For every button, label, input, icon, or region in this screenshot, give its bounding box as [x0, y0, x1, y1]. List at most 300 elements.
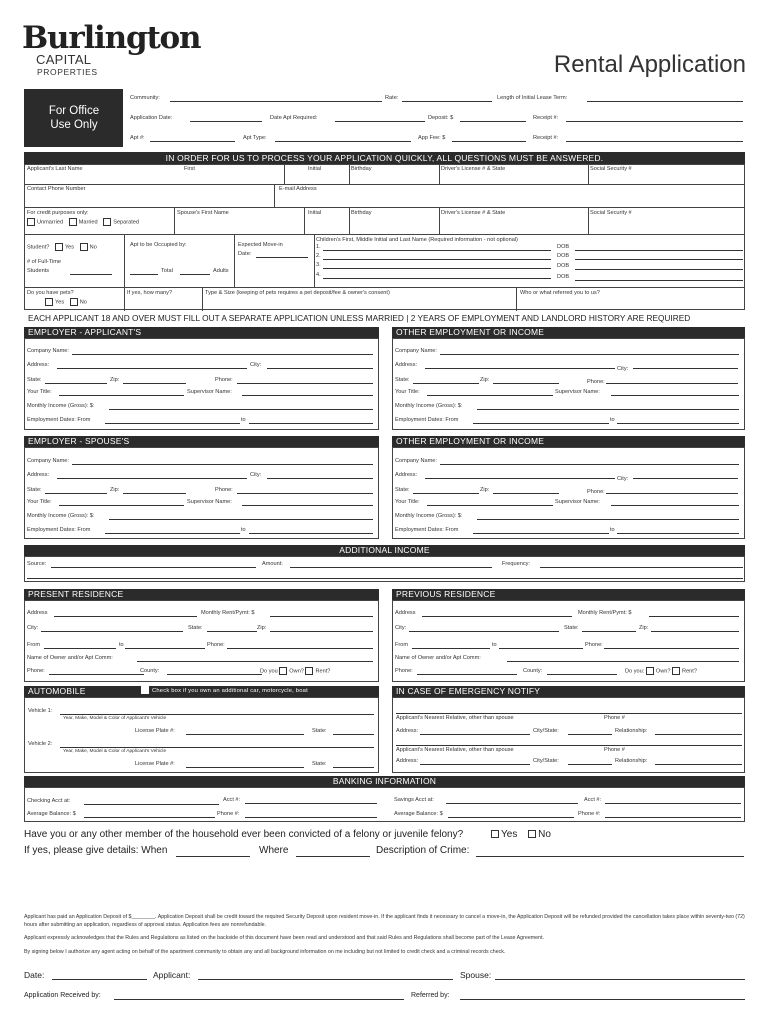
- pres-phone-label: Phone:: [207, 642, 225, 648]
- sp-city-label: City:: [250, 472, 262, 478]
- relative1-relationship-field[interactable]: [655, 734, 742, 735]
- fulltime-label: # of Full-Time: [27, 259, 61, 265]
- banking-header: BANKING INFORMATION: [24, 776, 745, 787]
- child3-field[interactable]: [323, 268, 551, 269]
- oth2-address-label: Address:: [395, 472, 418, 478]
- vehicle1-label: Vehicle 1:: [28, 708, 53, 714]
- relative2-city-label: City/State:: [533, 758, 559, 764]
- relative2-relationship-field[interactable]: [655, 764, 742, 765]
- received-by-field[interactable]: [114, 999, 404, 1000]
- separated-checkbox[interactable]: [103, 218, 111, 226]
- prev-state-field[interactable]: [582, 631, 636, 632]
- felony-desc-field[interactable]: [476, 856, 744, 857]
- felony-question: Have you or any other member of the household ever been convicted of a felony or juvenile felony?: [24, 829, 464, 840]
- oth2-city-field[interactable]: [633, 478, 738, 479]
- prev-phone2-field[interactable]: [417, 674, 517, 675]
- oth1-company-field[interactable]: [440, 354, 739, 355]
- savings-phone-field[interactable]: [605, 817, 741, 818]
- child1-dob-field[interactable]: [575, 250, 743, 251]
- phone-label: Contact Phone Number: [27, 186, 86, 192]
- spouse-birthday-label: Birthday: [351, 210, 372, 216]
- credit-label: For credit purposes only:: [27, 210, 89, 216]
- child1-dob: DOB: [557, 244, 570, 250]
- oth1-income-field[interactable]: [477, 409, 739, 410]
- oth1-phone-field[interactable]: [606, 383, 738, 384]
- prev-rent-checkbox[interactable]: [672, 667, 680, 675]
- relative1-address-label: Address:: [396, 728, 419, 734]
- students-label: Students: [27, 268, 50, 274]
- pres-do-you-label: Do you: [260, 668, 278, 675]
- sp-income-field[interactable]: [109, 519, 373, 520]
- pres-state-label: State:: [188, 625, 203, 631]
- prev-owner-label: Name of Owner and/or Apt Comm:: [395, 655, 481, 661]
- relative1-address-field[interactable]: [420, 734, 530, 735]
- pres-from-field[interactable]: [44, 648, 116, 649]
- oth2-title-label: Your Title:: [395, 499, 420, 505]
- prev-state-label: State:: [564, 625, 579, 631]
- app-address-field[interactable]: [57, 368, 247, 369]
- sp-city-field[interactable]: [267, 478, 373, 479]
- how-many-label: If yes, how many?: [127, 290, 173, 296]
- move-in-field[interactable]: [256, 257, 308, 258]
- app-title-label: Your Title:: [27, 389, 52, 395]
- apt-type-label: Apt Type:: [243, 135, 267, 141]
- felony-where-field[interactable]: [296, 856, 370, 857]
- unmarried-checkbox[interactable]: [27, 218, 35, 226]
- oth1-supervisor-label: Supervisor Name:: [555, 389, 600, 395]
- initial-label: Initial: [308, 166, 322, 172]
- referred-label: Who or what referred you to us?: [520, 290, 600, 296]
- pets-no-checkbox[interactable]: [70, 298, 78, 306]
- app-zip-label: Zip:: [110, 377, 120, 383]
- child3-dob: DOB: [557, 263, 570, 269]
- relative2-field[interactable]: [396, 745, 742, 746]
- state2-field[interactable]: [333, 767, 374, 768]
- additional-income-header: ADDITIONAL INCOME: [24, 545, 745, 556]
- adults-label: Adults: [213, 268, 229, 274]
- other-emp-header-2: OTHER EMPLOYMENT OR INCOME: [392, 436, 745, 447]
- oth1-phone-label: Phone:: [587, 379, 605, 385]
- community-label: Community:: [130, 95, 160, 101]
- checking-acct-label: Acct #:: [223, 797, 241, 803]
- receipt1-label: Receipt #:: [533, 115, 559, 121]
- pres-address-field[interactable]: [54, 616, 197, 617]
- relative2-address-label: Address:: [396, 758, 419, 764]
- checking-label: Checking Acct at:: [27, 798, 71, 804]
- pres-address-label: Address: [27, 610, 48, 616]
- sign-date-field[interactable]: [52, 979, 147, 980]
- move-in-label: Expected Move-in: [238, 242, 283, 248]
- pres-county-label: County:: [140, 668, 160, 674]
- sp-title-label: Your Title:: [27, 499, 52, 505]
- vehicle1-field[interactable]: [60, 714, 374, 715]
- prev-own-label: Own?: [655, 668, 671, 675]
- oth1-title-field[interactable]: [427, 395, 553, 396]
- app-to-field[interactable]: [249, 423, 373, 424]
- app-zip-field[interactable]: [123, 383, 186, 384]
- prev-county-field[interactable]: [547, 674, 617, 675]
- page-title: Rental Application: [553, 51, 746, 78]
- last-name-label: Applicant's Last Name: [27, 166, 83, 172]
- prev-phone-field[interactable]: [604, 648, 739, 649]
- previous-residence-header: PREVIOUS RESIDENCE: [392, 589, 745, 600]
- oth1-address-label: Address:: [395, 362, 418, 368]
- felony-when-field[interactable]: [176, 856, 250, 857]
- referred-by-label: Referred by:: [411, 992, 450, 999]
- source-label: Source:: [27, 561, 47, 567]
- sign-applicant-field[interactable]: [198, 979, 453, 980]
- sp-address-field[interactable]: [57, 478, 247, 479]
- emergency-header: IN CASE OF EMERGENCY NOTIFY: [392, 686, 745, 697]
- each-applicant-notice: EACH APPLICANT 18 AND OVER MUST FILL OUT A SEPARATE APPLICATION UNLESS MARRIED | 2 YEARS OF EMPLOYMENT AND LANDLORD HISTORY ARE REQUIRED: [28, 313, 691, 323]
- apt-no-label: Apt #:: [130, 135, 145, 141]
- total-label: Total: [161, 268, 173, 274]
- birthday-label: Birthday: [351, 166, 372, 172]
- sp-income-label: Monthly Income (Gross): $:: [27, 513, 95, 519]
- pres-phone-field[interactable]: [227, 648, 373, 649]
- extra-vehicle-label: Check box if you own an additional car, motorcycle, boat: [152, 688, 308, 694]
- checking-avg-field[interactable]: [84, 817, 215, 818]
- app-to-label: to: [241, 417, 246, 423]
- spouse-ssn-label: Social Security #: [590, 210, 632, 216]
- child4-field[interactable]: [323, 278, 551, 279]
- sp-title-field[interactable]: [59, 505, 184, 506]
- emp-spouse-header: EMPLOYER - SPOUSE'S: [24, 436, 379, 447]
- additional-income-field-2[interactable]: [27, 578, 743, 579]
- relative2-relationship-label: Relationship:: [615, 758, 648, 764]
- app-date-field[interactable]: [190, 121, 262, 122]
- separated-label: Separated: [113, 219, 140, 226]
- oth2-state-label: State:: [395, 487, 410, 493]
- oth1-supervisor-field[interactable]: [611, 395, 739, 396]
- oth1-to-label: to: [610, 417, 615, 423]
- app-fee-field[interactable]: [452, 141, 526, 142]
- student-no-checkbox[interactable]: [80, 243, 88, 251]
- referred-by-field[interactable]: [460, 999, 745, 1000]
- prev-phone2-label: Phone:: [395, 668, 413, 674]
- relative2-phone-label: Phone #: [604, 747, 625, 753]
- prev-phone-label: Phone:: [585, 642, 603, 648]
- automobile-title: AUTOMOBILE: [28, 686, 86, 696]
- student-label: Student?: [27, 244, 50, 251]
- oth2-company-field[interactable]: [440, 464, 739, 465]
- oth1-dates-label: Employment Dates: From: [395, 417, 459, 423]
- prev-owner-field[interactable]: [507, 661, 739, 662]
- extra-vehicle-option[interactable]: [141, 686, 308, 697]
- oth2-to-field[interactable]: [617, 533, 739, 534]
- app-title-field[interactable]: [59, 395, 184, 396]
- app-from-field[interactable]: [105, 423, 240, 424]
- checking-phone-field[interactable]: [245, 817, 377, 818]
- sp-supervisor-field[interactable]: [242, 505, 373, 506]
- extra-vehicle-checkbox[interactable]: [141, 686, 149, 694]
- felony-no-checkbox[interactable]: [528, 830, 536, 838]
- student-yes-checkbox[interactable]: [55, 243, 63, 251]
- apt-type-field[interactable]: [275, 141, 411, 142]
- plate1-label: License Plate #:: [135, 728, 175, 734]
- married-label: Married: [78, 219, 98, 226]
- community-field[interactable]: [170, 101, 382, 102]
- pres-to-field[interactable]: [125, 648, 205, 649]
- child2-dob-field[interactable]: [575, 259, 743, 260]
- vehicle1-hint: Year, Make, Model & Color of Applicant's Vehicle: [63, 716, 167, 721]
- savings-acct-label: Acct #:: [584, 797, 602, 803]
- sign-applicant-label: Applicant:: [153, 970, 191, 980]
- legal-deposit-text: Applicant has paid an Application Deposit of $________. Application Deposit shall be credit toward the required Security Deposit upon resident move-in. If the applicant finds it necessary to cancel a move-in, the Application Deposit will be refunded provided the cancellation takes place within seventy-two (72) hours after submitting an application, regardless of approval status. Application fees are nonrefundable.: [24, 914, 745, 928]
- prev-city-field[interactable]: [409, 631, 559, 632]
- lease-term-field[interactable]: [587, 101, 743, 102]
- savings-avg-field[interactable]: [448, 817, 574, 818]
- logo-properties: PROPERTIES: [37, 67, 98, 77]
- relative1-relationship-label: Relationship:: [615, 728, 648, 734]
- date-apt-req-label: Date Apt Required:: [270, 115, 318, 121]
- dl-label: Driver's License # & State: [441, 166, 506, 172]
- pres-owner-field[interactable]: [137, 661, 373, 662]
- prev-own-rent: [625, 667, 697, 675]
- sp-state-label: State:: [27, 487, 42, 493]
- child1-label: 1.: [316, 244, 321, 250]
- oth2-supervisor-label: Supervisor Name:: [555, 499, 600, 505]
- pres-city-field[interactable]: [41, 631, 183, 632]
- app-phone-field[interactable]: [237, 383, 373, 384]
- prev-own-checkbox[interactable]: [646, 667, 654, 675]
- child2-dob: DOB: [557, 253, 570, 259]
- total-field[interactable]: [130, 274, 158, 275]
- lease-term-label: Length of Initial Lease Term:: [497, 95, 568, 101]
- email-label: E-mail Address: [279, 186, 317, 192]
- apt-no-field[interactable]: [150, 141, 235, 142]
- oth2-from-field[interactable]: [473, 533, 609, 534]
- present-residence-header: PRESENT RESIDENCE: [24, 589, 379, 600]
- felony-yes-checkbox[interactable]: [491, 830, 499, 838]
- oth2-address-field[interactable]: [425, 478, 615, 479]
- relative2-address-field[interactable]: [420, 764, 530, 765]
- sp-phone-field[interactable]: [237, 493, 373, 494]
- sp-from-field[interactable]: [105, 533, 240, 534]
- felony-no-label: No: [538, 829, 551, 840]
- sp-zip-label: Zip:: [110, 487, 120, 493]
- state1-field[interactable]: [333, 734, 374, 735]
- prev-to-label: to: [492, 642, 497, 648]
- oth1-zip-label: Zip:: [480, 377, 490, 383]
- prev-to-field[interactable]: [499, 648, 583, 649]
- oth1-from-field[interactable]: [473, 423, 609, 424]
- sp-supervisor-label: Supervisor Name:: [187, 499, 232, 505]
- prev-do-you-label: Do you:: [625, 668, 645, 675]
- receipt2-field[interactable]: [566, 141, 743, 142]
- app-phone-label: Phone:: [215, 377, 233, 383]
- pets-no-label: No: [79, 299, 87, 306]
- state2-label: State:: [312, 761, 327, 767]
- oth2-city-label: City:: [617, 476, 629, 482]
- prev-zip-label: Zip:: [639, 625, 649, 631]
- savings-avg-label: Average Balance: $: [394, 811, 443, 817]
- pets-yes-label: Yes: [55, 299, 65, 306]
- source-field[interactable]: [51, 567, 256, 568]
- pres-phone2-label: Phone:: [27, 668, 45, 674]
- prev-address-label: Address: [395, 610, 416, 616]
- married-checkbox[interactable]: [69, 218, 77, 226]
- automobile-header: [24, 686, 379, 697]
- relative1-city-field[interactable]: [568, 734, 612, 735]
- sp-company-field[interactable]: [72, 464, 373, 465]
- pres-rent-field[interactable]: [270, 616, 373, 617]
- sp-state-field[interactable]: [45, 493, 107, 494]
- app-income-label: Monthly Income (Gross): $:: [27, 403, 95, 409]
- pres-city-label: City:: [27, 625, 39, 631]
- prev-rent-field[interactable]: [649, 616, 739, 617]
- app-fee-label: App Fee: $: [418, 135, 446, 141]
- prev-rent-q-label: Rent?: [682, 668, 697, 675]
- sp-to-label: to: [241, 527, 246, 533]
- pres-county-field[interactable]: [167, 674, 262, 675]
- oth2-title-field[interactable]: [427, 505, 553, 506]
- sign-spouse-field[interactable]: [495, 979, 745, 980]
- felony-options: [491, 829, 551, 840]
- child4-dob-field[interactable]: [575, 280, 743, 281]
- move-in-date-label: Date:: [238, 251, 252, 257]
- legal-rules-text: Applicant expressly acknowledges that the Rules and Regulations as listed on the backside of this document have been read and understood and that said Rules and Regulations shall become part of the Lease Agreement.: [24, 935, 545, 941]
- pres-phone2-field[interactable]: [49, 674, 144, 675]
- plate2-field[interactable]: [186, 767, 304, 768]
- app-date-label: Application Date:: [130, 115, 173, 121]
- plate1-field[interactable]: [186, 734, 304, 735]
- savings-acct-field[interactable]: [605, 803, 741, 804]
- pres-rent-checkbox[interactable]: [305, 667, 313, 675]
- oth1-state-label: State:: [395, 377, 410, 383]
- pres-own-checkbox[interactable]: [279, 667, 287, 675]
- savings-field[interactable]: [446, 803, 578, 804]
- plate2-label: License Plate #:: [135, 761, 175, 767]
- pres-zip-field[interactable]: [270, 631, 373, 632]
- frequency-field[interactable]: [540, 567, 743, 568]
- oth1-to-field[interactable]: [617, 423, 739, 424]
- adults-field[interactable]: [180, 274, 210, 275]
- checking-acct-field[interactable]: [245, 803, 377, 804]
- relative1-phone-label: Phone #: [604, 715, 625, 721]
- oth2-state-field[interactable]: [413, 493, 479, 494]
- oth2-company-label: Company Name:: [395, 458, 437, 464]
- oth1-address-field[interactable]: [425, 368, 615, 369]
- oth1-income-label: Monthly Income (Gross): $:: [395, 403, 463, 409]
- pres-from-label: From: [27, 642, 41, 648]
- prev-city-label: City:: [395, 625, 407, 631]
- child1-field[interactable]: [323, 250, 551, 251]
- sp-zip-field[interactable]: [123, 493, 186, 494]
- prev-address-field[interactable]: [422, 616, 572, 617]
- checking-field[interactable]: [84, 804, 219, 805]
- spouse-initial-label: Initial: [308, 210, 322, 216]
- oth1-company-label: Company Name:: [395, 348, 437, 354]
- pets-label: Do you have pets?: [27, 290, 74, 296]
- oth1-city-label: City:: [617, 366, 629, 372]
- sp-phone-label: Phone:: [215, 487, 233, 493]
- child2-field[interactable]: [323, 259, 551, 260]
- receipt2-label: Receipt #:: [533, 135, 559, 141]
- amount-field[interactable]: [290, 567, 492, 568]
- other-emp-header-1: OTHER EMPLOYMENT OR INCOME: [392, 327, 745, 338]
- vehicle2-label: Vehicle 2:: [28, 741, 53, 747]
- apt-occupied-label: Apt to be Occupied by:: [130, 242, 187, 248]
- pet-type-label: Type & Size (keeping of pets requires a pet deposit/fee & owner's consent): [205, 290, 390, 296]
- oth2-supervisor-field[interactable]: [611, 505, 739, 506]
- child3-dob-field[interactable]: [575, 269, 743, 270]
- app-state-field[interactable]: [45, 383, 107, 384]
- oth1-state-field[interactable]: [413, 383, 479, 384]
- pets-yes-checkbox[interactable]: [45, 298, 53, 306]
- relative2-city-field[interactable]: [568, 764, 612, 765]
- student-no-label: No: [89, 244, 97, 251]
- app-city-field[interactable]: [267, 368, 373, 369]
- state1-label: State:: [312, 728, 327, 734]
- prev-from-field[interactable]: [412, 648, 490, 649]
- logo-capital: CAPITAL: [36, 52, 92, 67]
- app-supervisor-field[interactable]: [242, 395, 373, 396]
- oth2-income-field[interactable]: [477, 519, 739, 520]
- emp-applicant-header: EMPLOYER - APPLICANT'S: [24, 327, 379, 338]
- fulltime-field[interactable]: [70, 274, 112, 275]
- sign-spouse-label: Spouse:: [460, 970, 492, 980]
- savings-phone-label: Phone #:: [578, 811, 601, 817]
- oth2-phone-field[interactable]: [606, 493, 738, 494]
- oth1-city-field[interactable]: [633, 368, 738, 369]
- student-yes-label: Yes: [64, 244, 75, 251]
- ssn-label: Social Security #: [590, 166, 632, 172]
- oth2-to-label: to: [610, 527, 615, 533]
- sp-to-field[interactable]: [249, 533, 373, 534]
- app-address-label: Address:: [27, 362, 50, 368]
- pres-rent-label: Monthly Rent/Pymt: $: [201, 610, 255, 616]
- sp-company-label: Company Name:: [27, 458, 69, 464]
- pres-rent-q-label: Rent?: [315, 668, 331, 675]
- child2-label: 2.: [316, 253, 321, 259]
- app-company-field[interactable]: [72, 354, 373, 355]
- app-income-field[interactable]: [109, 409, 373, 410]
- app-state-label: State:: [27, 377, 42, 383]
- deposit-field[interactable]: [460, 121, 526, 122]
- oth2-zip-field[interactable]: [493, 493, 559, 494]
- pres-zip-label: Zip:: [257, 625, 267, 631]
- oth2-phone-label: Phone:: [587, 489, 605, 495]
- date-apt-req-field[interactable]: [335, 121, 425, 122]
- prev-zip-field[interactable]: [651, 631, 739, 632]
- spouse-dl-label: Driver's License # & State: [441, 210, 506, 216]
- rate-field[interactable]: [402, 101, 492, 102]
- vehicle2-field[interactable]: [60, 747, 374, 748]
- pres-state-field[interactable]: [207, 631, 257, 632]
- children-label: Children's First, Middle Initial and Last Name (Required information - not optional): [316, 237, 518, 243]
- relative2-label: Applicant's Nearest Relative, other than spouse: [396, 747, 514, 753]
- app-supervisor-label: Supervisor Name:: [187, 389, 232, 395]
- logo-burlington: Burlington: [22, 20, 201, 56]
- relative1-label: Applicant's Nearest Relative, other than spouse: [396, 715, 514, 721]
- pres-own-rent: [260, 667, 330, 675]
- oth2-zip-label: Zip:: [480, 487, 490, 493]
- sp-address-label: Address:: [27, 472, 50, 478]
- pres-owner-label: Name of Owner and/or Apt Comm:: [27, 655, 113, 661]
- checking-phone-label: Phone #:: [217, 811, 240, 817]
- receipt1-field[interactable]: [566, 121, 743, 122]
- felony-desc-label: Description of Crime:: [376, 845, 470, 856]
- oth1-zip-field[interactable]: [493, 383, 559, 384]
- prev-rent-label: Monthly Rent/Pymt: $: [578, 610, 632, 616]
- oth1-title-label: Your Title:: [395, 389, 420, 395]
- received-by-label: Application Received by:: [24, 992, 101, 999]
- legal-authorize-text: By signing below I authorize any agent acting on behalf of the apartment community to obtain any and all background information on me including but not limited to credit check and a criminal records check.: [24, 949, 506, 955]
- relative1-field[interactable]: [396, 713, 742, 714]
- rate-label: Rate:: [385, 95, 399, 101]
- marital-status[interactable]: [27, 218, 139, 226]
